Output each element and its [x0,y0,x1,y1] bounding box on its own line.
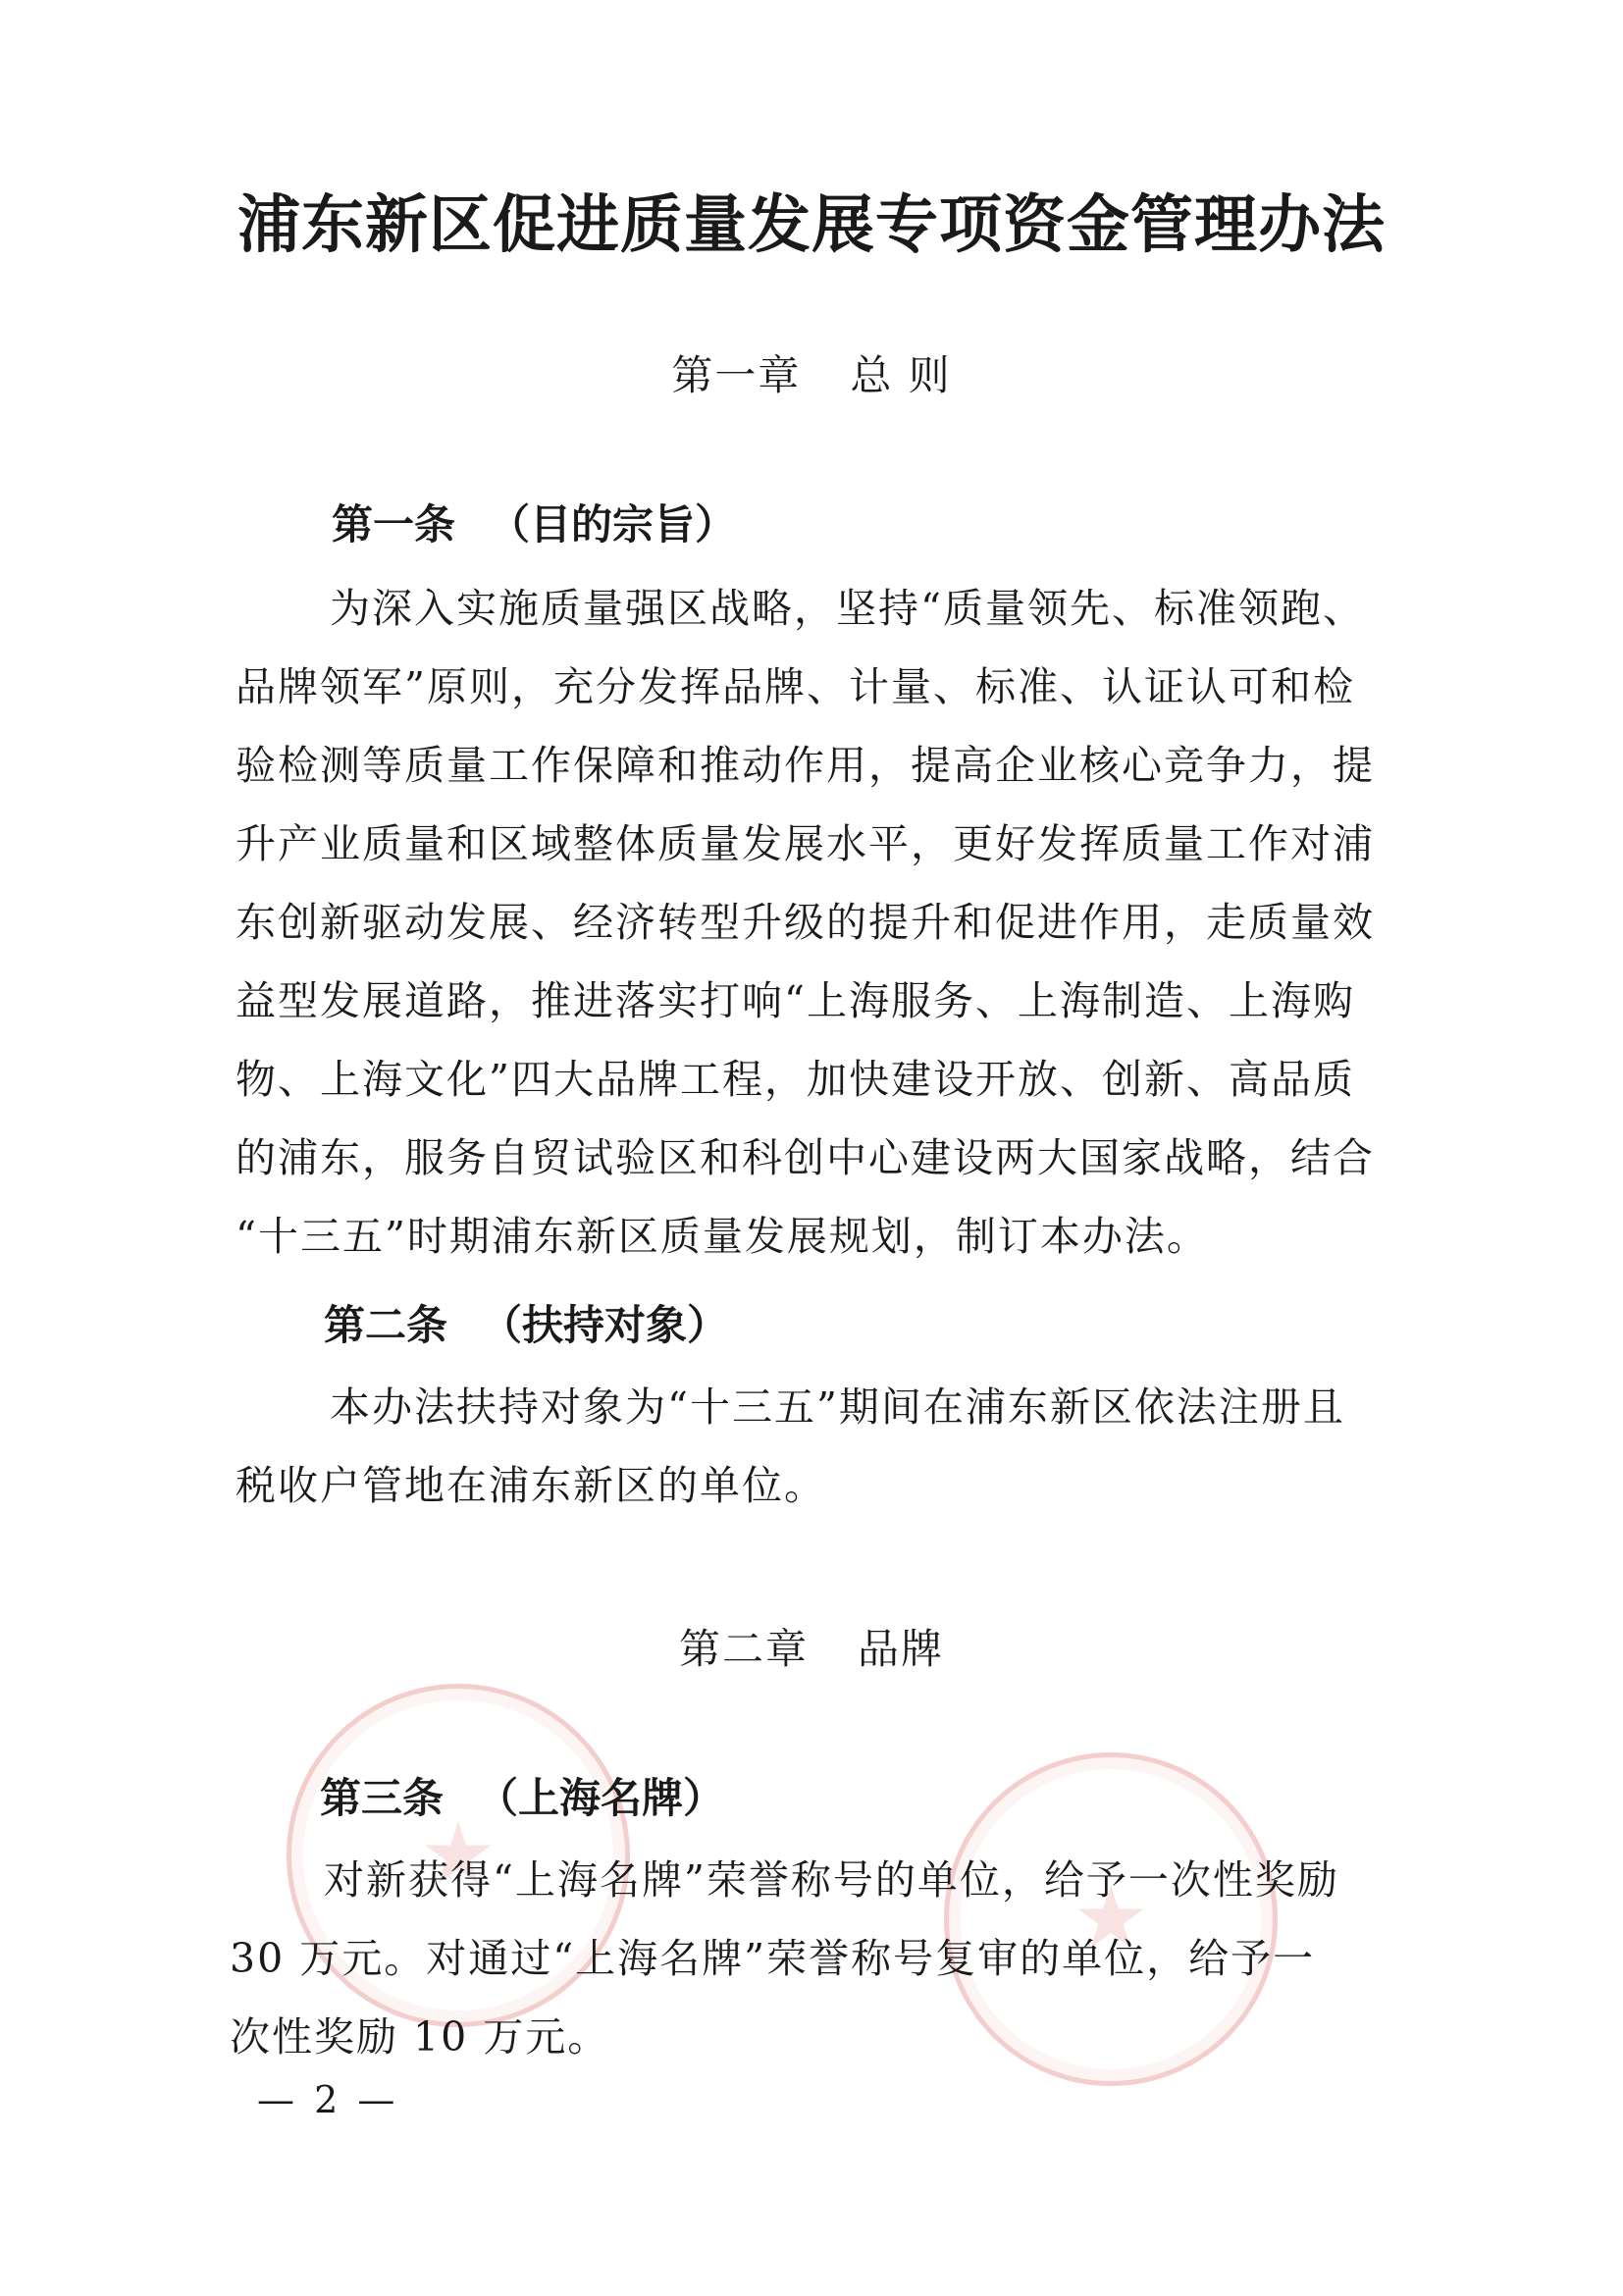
paragraph-line: 对新获得“上海名牌”荣誉称号的单位，给予一次性奖励 [324,1856,1339,1904]
article-heading [320,1766,724,1825]
paragraph-line: 品牌领军”原则，充分发挥品牌、计量、标准、认证认可和检 [236,663,1355,710]
paragraph-line: 的浦东，服务自贸试验区和科创中心建设两大国家战略，结合 [236,1134,1375,1181]
article-number: 第一条 [332,500,456,548]
paragraph-line: 为深入实施质量强区战略，坚持“质量领先、标准领跑、 [330,585,1365,632]
article-number: 第三条 [320,1774,445,1822]
paragraph-line: 东创新驱动发展、经济转型升级的提升和促进作用，走质量效 [236,899,1375,946]
paragraph-line: 益型发展道路，推进落实打响“上海服务、上海制造、上海购 [236,977,1355,1024]
chapter-number: 第一章 [671,351,802,399]
article-paragraph [230,1841,1407,2076]
paragraph-line: 本办法扶持对象为“十三五”期间在浦东新区依法注册且 [330,1383,1345,1431]
paragraph-line: “十三五”时期浦东新区质量发展规划，制订本办法。 [236,1213,1209,1260]
article-name: （扶持对象） [481,1301,729,1349]
paragraph-line: 30 万元。对通过“上海名牌”荣誉称号复审的单位，给予一 [230,1935,1316,1982]
paragraph-line: 物、上海文化”四大品牌工程，加快建设开放、创新、高品质 [236,1056,1355,1103]
chapter-number: 第二章 [678,1625,809,1673]
chapter-name: 品牌 [858,1625,945,1673]
document-title: 浦东新区促进质量发展专项资金管理办法 [237,188,1386,262]
paragraph-line: 次性奖励 10 万元。 [230,2013,610,2061]
chapter-name: 总 则 [850,351,952,399]
article-number: 第二条 [324,1301,448,1349]
chapter-heading [0,343,1623,402]
paragraph-line: 验检测等质量工作保障和推动作用，提高企业核心竞争力，提 [236,742,1375,789]
paragraph-line: 税收户管地在浦东新区的单位。 [236,1462,826,1509]
chapter-heading [0,1617,1623,1676]
page-number: — 2 — [257,2078,399,2121]
article-heading [324,1293,728,1352]
article-paragraph [236,1368,1413,1525]
article-heading [332,493,736,551]
article-paragraph [236,569,1413,1276]
article-name: （目的宗旨） [489,500,737,548]
article-name: （上海名牌） [477,1774,725,1822]
paragraph-line: 升产业质量和区域整体质量发展水平，更好发挥质量工作对浦 [236,820,1375,867]
